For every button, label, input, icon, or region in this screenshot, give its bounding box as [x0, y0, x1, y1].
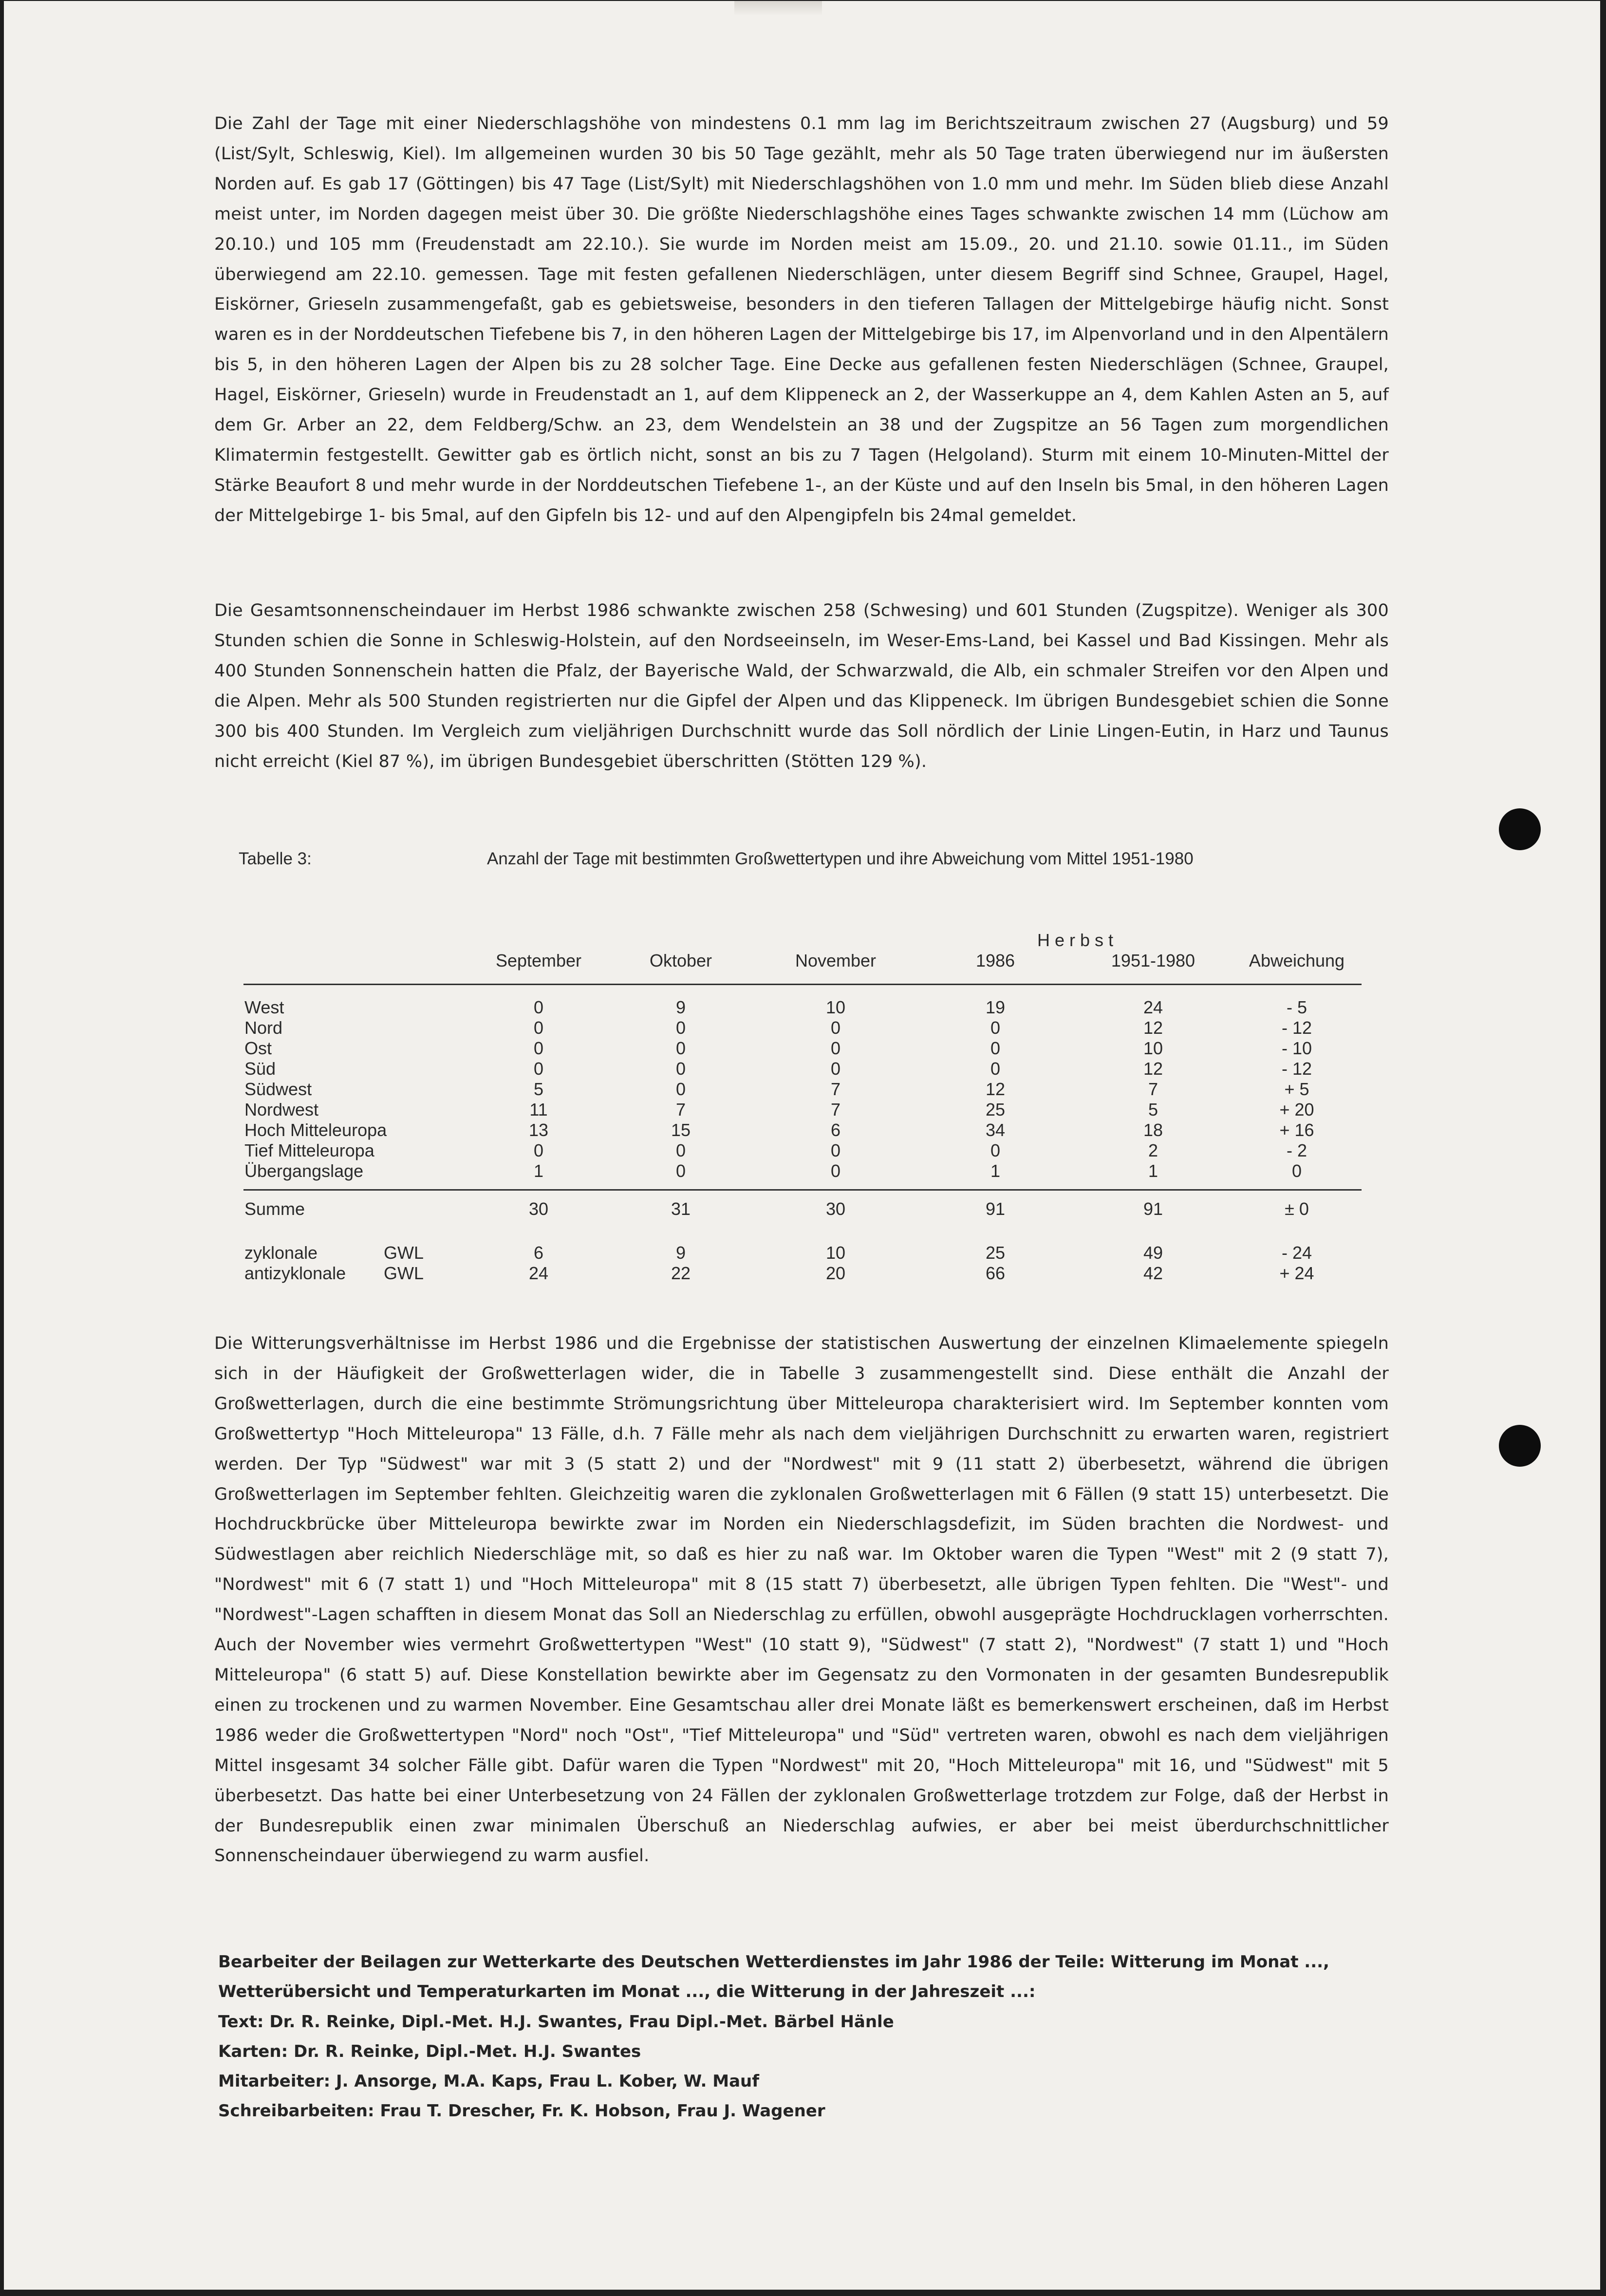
row-label: Nord: [244, 1018, 283, 1038]
table-cell: 66: [985, 1263, 1006, 1283]
credits-line: Bearbeiter der Beilagen zur Wetterkarte des Deutschen Wetterdienstes im Jahr 1986 der Teile: Witterung im Monat ...,: [218, 1952, 1329, 1972]
table-cell: 11: [529, 1100, 548, 1120]
table-cell: 12: [1143, 1018, 1163, 1038]
table-cell: - 10: [1281, 1038, 1312, 1058]
table-cell: 25: [985, 1243, 1006, 1263]
table-cell: 0: [830, 1059, 841, 1079]
page-fold-shadow: [734, 1, 822, 16]
document-page: [4, 1, 1600, 2290]
table-cell: + 16: [1279, 1120, 1314, 1140]
table-cell: 24: [528, 1263, 549, 1283]
table-cell: 10: [825, 997, 846, 1017]
table-cell: 6: [533, 1243, 544, 1263]
table-cell: + 20: [1279, 1100, 1314, 1120]
table-cell: - 2: [1286, 1140, 1307, 1160]
table-cell: 0: [675, 1140, 686, 1160]
table-cell: 0: [1291, 1161, 1302, 1181]
column-header: 1986: [975, 951, 1015, 971]
table-cell: 10: [825, 1243, 846, 1263]
row-label: Süd: [244, 1059, 276, 1079]
table-cell: 13: [528, 1120, 549, 1140]
column-header: Abweichung: [1249, 951, 1345, 971]
table-cell: 0: [675, 1079, 686, 1099]
table-cell: 10: [1143, 1038, 1163, 1058]
table-cell: 7: [675, 1100, 686, 1120]
table-cell: 12: [985, 1079, 1006, 1099]
row-unit: GWL: [384, 1243, 424, 1263]
table-cell: + 5: [1284, 1079, 1309, 1099]
row-unit: GWL: [384, 1263, 424, 1283]
credits-line: Mitarbeiter: J. Ansorge, M.A. Kaps, Frau L. Kober, W. Mauf: [218, 2072, 760, 2091]
table-cell: 0: [675, 1038, 686, 1058]
table-cell: 20: [825, 1263, 846, 1283]
punch-hole-bottom: [1499, 1425, 1541, 1467]
table-header-rule: [243, 984, 1362, 985]
table-cell: 0: [830, 1038, 841, 1058]
table-cell: 0: [533, 997, 544, 1017]
table-cell: 19: [985, 997, 1006, 1017]
row-label: Südwest: [244, 1079, 312, 1099]
table-cell: 0: [990, 1038, 1001, 1058]
table-cell: - 12: [1281, 1059, 1312, 1079]
table-cell: 24: [1143, 997, 1163, 1017]
credits-line: Text: Dr. R. Reinke, Dipl.-Met. H.J. Swantes, Frau Dipl.-Met. Bärbel Hänle: [218, 2012, 894, 2032]
table-cell: - 24: [1281, 1243, 1312, 1263]
table-cell: 7: [1148, 1079, 1158, 1099]
credits-line: Wetterübersicht und Temperaturkarten im Monat ..., die Witterung in der Jahreszeit ...:: [218, 1982, 1036, 2002]
row-label: Übergangslage: [244, 1161, 364, 1181]
paragraph-weather-types: Die Witterungsverhältnisse im Herbst 1986 und die Ergebnisse der statistischen Auswertung der einzelnen Klimaelemente spiegeln sich in der Häufigkeit der Großwetterlagen wider, die in Tabelle 3 zusammengestellt sind. Diese enthält die Anzahl der Großwetterlagen, durch die eine bestimmte Strömungsrichtung über Mitteleuropa charakterisiert wird. Im September konnten vom Großwettertyp "Hoch Mitteleuropa" 13 Fälle, d.h. 7 Fälle mehr als nach dem vieljährigen Durchschnitt zu erwarten waren, registriert werden. Der Typ "Südwest" war mit 3 (5 statt 2) und der "Nordwest" mit 9 (11 statt 2) überbesetzt, während die übrigen Großwetterlagen im September fehlten. Gleichzeitig waren die zyklonalen Großwetterlagen mit 6 Fällen (9 statt 15) unterbesetzt. Die Hochdruckbrücke über Mitteleuropa bewirkte zwar im Norden ein Niederschlagsdefizit, im Süden brachten die Nordwest- und Südwestlagen aber reichlich Niederschläge mit, so daß es hier zu naß war. Im Oktober waren die Typen "West" mit 2 (9 statt 7), "Nordwest" mit 6 (7 statt 1) und "Hoch Mitteleuropa" mit 8 (15 statt 7) überbesetzt, alle übrigen Typen fehlten. Die "West"- und "Nordwest"-Lagen schafften in diesem Monat das Soll an Niederschlag zu erfüllen, obwohl ausgeprägte Hochdrucklagen vorherrschten. Auch der November wies vermehrt Großwettertypen "West" (10 statt 9), "Südwest" (7 statt 2), "Nordwest" (7 statt 1) und "Hoch Mitteleuropa" (6 statt 5) auf. Diese Konstellation bewirkte aber im Gegensatz zu den Vormonaten in der gesamten Bundesrepublik einen zu trockenen und zu warmen November. Eine Gesamtschau aller drei Monate läßt es bemerkenswert erscheinen, daß im Herbst 1986 weder die Großwettertypen "Nord" noch "Ost", "Tief Mitteleuropa" und "Süd" vertreten waren, obwohl es nach dem vieljährigen Mittel insgesamt 34 solcher Fälle gibt. Dafür waren die Typen "Nordwest" mit 20, "Hoch Mitteleuropa" mit 16, und "Südwest" mit 5 überbesetzt. Das hatte bei einer Unterbesetzung von 24 Fällen der zyklonalen Großwetterlage trotzdem zur Folge, daß der Herbst in der Bundesrepublik einen zwar minimalen Überschuß an Niederschlag aufwies, er aber bei meist überdurchschnittlicher Sonnenscheindauer überwiegend zu warm ausfiel.: [214, 1334, 1389, 1866]
table-cell: 2: [1148, 1140, 1158, 1160]
table-cell: 7: [830, 1100, 841, 1120]
table-cell: 15: [671, 1120, 691, 1140]
table-cell: 31: [671, 1199, 691, 1219]
table-cell: 12: [1143, 1059, 1163, 1079]
table-cell: + 24: [1279, 1263, 1314, 1283]
table-cell: 42: [1143, 1263, 1163, 1283]
table-cell: 91: [1143, 1199, 1163, 1219]
row-label: antizyklonale: [244, 1263, 346, 1283]
table-cell: 25: [985, 1100, 1006, 1120]
table-cell: 0: [830, 1018, 841, 1038]
credits-line: Schreibarbeiten: Frau T. Drescher, Fr. K. Hobson, Frau J. Wagener: [218, 2101, 825, 2121]
table-cell: 5: [1148, 1100, 1158, 1120]
table-cell: - 5: [1286, 997, 1307, 1017]
table-cell: 91: [985, 1199, 1006, 1219]
row-label: Summe: [244, 1199, 305, 1219]
table-cell: 0: [533, 1140, 544, 1160]
column-header: November: [795, 951, 877, 971]
table-cell: ± 0: [1285, 1199, 1309, 1219]
table-cell: 30: [825, 1199, 846, 1219]
table-cell: 1: [1148, 1161, 1158, 1181]
punch-hole-top: [1499, 808, 1541, 850]
table-cell: 6: [830, 1120, 841, 1140]
table-cell: 49: [1143, 1243, 1163, 1263]
column-header: September: [495, 951, 582, 971]
table-cell: 5: [533, 1079, 544, 1099]
table-sum-rule: [243, 1189, 1362, 1191]
table-cell: 9: [675, 1243, 686, 1263]
table-cell: 22: [671, 1263, 691, 1283]
row-label: West: [244, 997, 284, 1017]
paragraph-sunshine: Die Gesamtsonnenscheindauer im Herbst 1986 schwankte zwischen 258 (Schwesing) und 601 Stunden (Zugspitze). Weniger als 300 Stunden schien die Sonne in Schleswig-Holstein, auf den Nordseeinseln, im Weser-Ems-Land, bei Kassel und Bad Kissingen. Mehr als 400 Stunden Sonnenschein hatten die Pfalz, der Bayerische Wald, der Schwarzwald, die Alb, ein schmaler Streifen vor den Alpen und die Alpen. Mehr als 500 Stunden registrierten nur die Gipfel der Alpen und das Klippeneck. Im übrigen Bundesgebiet schien die Sonne 300 bis 400 Stunden. Im Vergleich zum vieljährigen Durchschnitt wurde das Soll nördlich der Linie Lingen-Eutin, in Harz und Taunus nicht erreicht (Kiel 87 %), im übrigen Bundesgebiet überschritten (Stötten 129 %).: [214, 601, 1389, 771]
table-cell: 1: [533, 1161, 544, 1181]
credits-line: Karten: Dr. R. Reinke, Dipl.-Met. H.J. Swantes: [218, 2041, 641, 2061]
table-cell: 0: [990, 1140, 1001, 1160]
table-label: Tabelle 3:: [239, 849, 312, 868]
column-header: 1951-1980: [1111, 951, 1195, 971]
table-cell: 0: [675, 1059, 686, 1079]
table-cell: 30: [528, 1199, 549, 1219]
table-cell: 0: [990, 1059, 1001, 1079]
table-cell: 7: [830, 1079, 841, 1099]
table-cell: 9: [675, 997, 686, 1017]
row-label: Tief Mitteleuropa: [244, 1140, 374, 1160]
table-cell: 0: [533, 1038, 544, 1058]
table-cell: 0: [675, 1018, 686, 1038]
column-group-header: H e r b s t: [1037, 930, 1114, 950]
table-cell: 34: [985, 1120, 1006, 1140]
table-cell: 18: [1143, 1120, 1163, 1140]
table-cell: - 12: [1281, 1018, 1312, 1038]
table-cell: 0: [830, 1140, 841, 1160]
table-cell: 0: [990, 1018, 1001, 1038]
column-header: Oktober: [649, 951, 712, 971]
table-cell: 0: [830, 1161, 841, 1181]
paragraph-precipitation: Die Zahl der Tage mit einer Niederschlagshöhe von mindestens 0.1 mm lag im Berichtszeitraum zwischen 27 (Augsburg) und 59 (List/Sylt, Schleswig, Kiel). Im allgemeinen wurden 30 bis 50 Tage gezählt, mehr als 50 Tage traten überwiegend nur im äußersten Norden auf. Es gab 17 (Göttingen) bis 47 Tage (List/Sylt) mit Niederschlagshöhen von 1.0 mm und mehr. Im Süden blieb diese Anzahl meist unter, im Norden dagegen meist über 30. Die größte Niederschlagshöhe eines Tages schwankte zwischen 14 mm (Lüchow am 20.10.) und 105 mm (Freudenstadt am 22.10.). Sie wurde im Norden meist am 15.09., 20. und 21.10. sowie 01.11., im Süden überwiegend am 22.10. gemessen. Tage mit festen gefallenen Niederschlägen, unter diesem Begriff sind Schnee, Graupel, Hagel, Eiskörner, Grieseln zusammengefaßt, gab es gebietsweise, besonders in den tieferen Tallagen der Mittelgebirge häufig nicht. Sonst waren es in der Norddeutschen Tiefebene bis 7, in den höheren Lagen der Mittelgebirge bis 17, im Alpenvorland und in den Alpentälern bis 5, in den höheren Lagen der Alpen bis zu 28 solcher Tage. Eine Decke aus gefallenen festen Niederschlägen (Schnee, Graupel, Hagel, Eiskörner, Grieseln) wurde in Freudenstadt an 1, auf dem Klippeneck an 2, der Wasserkuppe an 4, dem Kahlen Asten an 5, auf dem Gr. Arber an 22, dem Feldberg/Schw. an 23, dem Wendelstein an 38 und der Zugspitze an 56 Tagen zum morgendlichen Klimatermin festgestellt. Gewitter gab es örtlich nicht, sonst an bis zu 7 Tagen (Helgoland). Sturm mit einem 10-Minuten-Mittel der Stärke Beaufort 8 und mehr wurde in der Norddeutschen Tiefebene 1-, an der Küste und auf den Inseln bis 5mal, in den höheren Lagen der Mittelgebirge 1- bis 5mal, auf den Gipfeln bis 12- und auf den Alpengipfeln bis 24mal gemeldet.: [214, 114, 1389, 525]
row-label: Nordwest: [244, 1100, 319, 1120]
row-label: zyklonale: [244, 1243, 318, 1263]
table-caption: Anzahl der Tage mit bestimmten Großwettertypen und ihre Abweichung vom Mittel 1951-1980: [487, 849, 1194, 868]
table-cell: 0: [533, 1018, 544, 1038]
credits-block: [218, 1947, 1387, 2127]
row-label: Ost: [244, 1038, 272, 1058]
table-cell: 1: [990, 1161, 1001, 1181]
row-label: Hoch Mitteleuropa: [244, 1120, 387, 1140]
table-cell: 0: [675, 1161, 686, 1181]
table-cell: 0: [533, 1059, 544, 1079]
